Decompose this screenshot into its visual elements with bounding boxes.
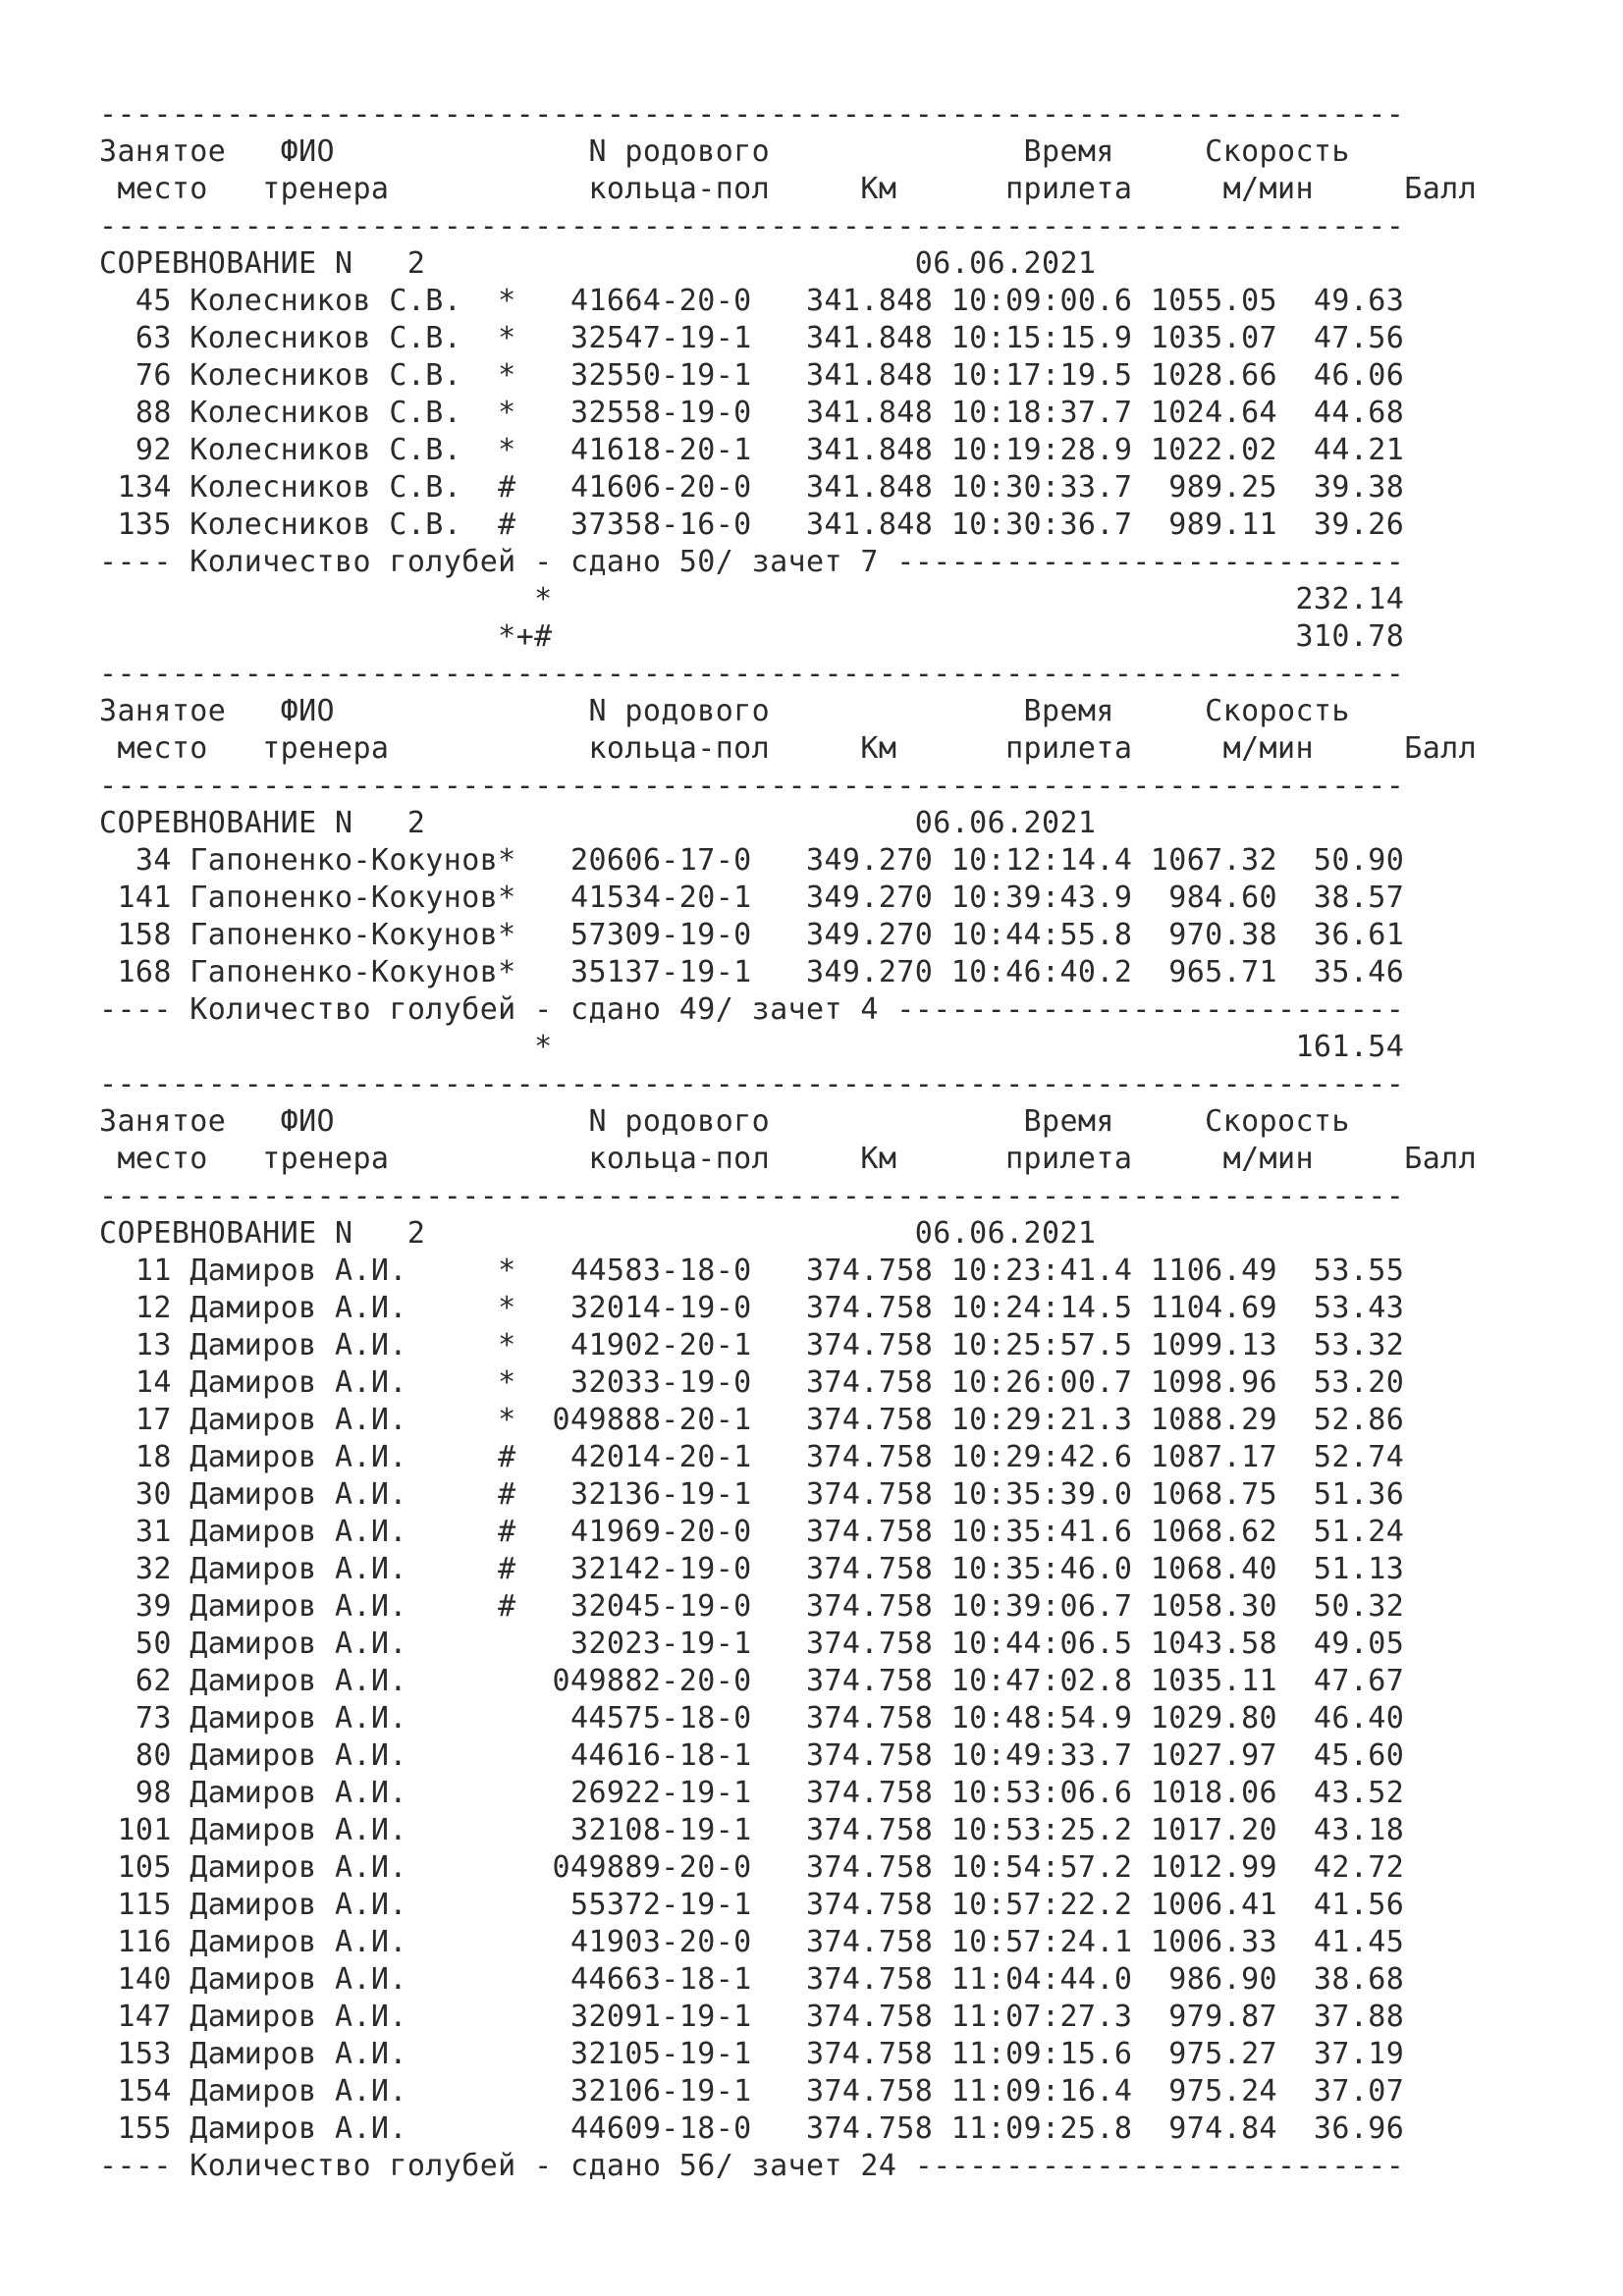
report-line: * 161.54 bbox=[99, 1030, 1405, 1064]
report-line: 63 Колесников С.В. * 32547-19-1 341.848 10:15:15.9 1035.07 47.56 bbox=[99, 321, 1405, 355]
report-line: 14 Дамиров А.И. * 32033-19-0 374.758 10:26:00.7 1098.96 53.20 bbox=[99, 1365, 1405, 1400]
report-line: ------------------------------------------------------------------------ bbox=[99, 209, 1405, 243]
report-line: 154 Дамиров А.И. 32106-19-1 374.758 11:09:16.4 975.24 37.07 bbox=[99, 2074, 1405, 2109]
report-line: 140 Дамиров А.И. 44663-18-1 374.758 11:04:44.0 986.90 38.68 bbox=[99, 1962, 1405, 1997]
report-line: 11 Дамиров А.И. * 44583-18-0 374.758 10:23:41.4 1106.49 53.55 bbox=[99, 1254, 1405, 1288]
report-line: ------------------------------------------------------------------------ bbox=[99, 1067, 1405, 1101]
report-line: 147 Дамиров А.И. 32091-19-1 374.758 11:07:27.3 979.87 37.88 bbox=[99, 2000, 1405, 2034]
report-line: 50 Дамиров А.И. 32023-19-1 374.758 10:44:06.5 1043.58 49.05 bbox=[99, 1627, 1405, 1661]
report-line: Занятое ФИО N родового Время Скорость bbox=[99, 1104, 1350, 1139]
report-line: 30 Дамиров А.И. # 32136-19-1 374.758 10:35:39.0 1068.75 51.36 bbox=[99, 1477, 1405, 1512]
results-report bbox=[99, 96, 1477, 2185]
report-line: 13 Дамиров А.И. * 41902-20-1 374.758 10:25:57.5 1099.13 53.32 bbox=[99, 1328, 1405, 1362]
report-line: СОРЕВНОВАНИЕ N 2 06.06.2021 bbox=[99, 1216, 1097, 1251]
report-line: ---- Количество голубей - сдано 50/ зачет 7 ---------------------------- bbox=[99, 545, 1405, 579]
report-line: ------------------------------------------------------------------------ bbox=[99, 1179, 1405, 1213]
report-line: 45 Колесников С.В. * 41664-20-0 341.848 10:09:00.6 1055.05 49.63 bbox=[99, 284, 1405, 318]
report-line: 76 Колесников С.В. * 32550-19-1 341.848 10:17:19.5 1028.66 46.06 bbox=[99, 358, 1405, 393]
report-line: 18 Дамиров А.И. # 42014-20-1 374.758 10:29:42.6 1087.17 52.74 bbox=[99, 1440, 1405, 1474]
report-line: 98 Дамиров А.И. 26922-19-1 374.758 10:53:06.6 1018.06 43.52 bbox=[99, 1776, 1405, 1810]
report-line: * 232.14 bbox=[99, 582, 1405, 616]
report-line: ------------------------------------------------------------------------ bbox=[99, 769, 1405, 803]
report-line: 34 Гапоненко-Кокунов* 20606-17-0 349.270 10:12:14.4 1067.32 50.90 bbox=[99, 843, 1405, 878]
report-line: 116 Дамиров А.И. 41903-20-0 374.758 10:57:24.1 1006.33 41.45 bbox=[99, 1925, 1405, 1959]
report-line: 17 Дамиров А.И. * 049888-20-1 374.758 10:29:21.3 1088.29 52.86 bbox=[99, 1403, 1405, 1437]
report-line: 158 Гапоненко-Кокунов* 57309-19-0 349.270 10:44:55.8 970.38 36.61 bbox=[99, 918, 1405, 952]
report-line: СОРЕВНОВАНИЕ N 2 06.06.2021 bbox=[99, 806, 1097, 840]
report-line: 155 Дамиров А.И. 44609-18-0 374.758 11:09:25.8 974.84 36.96 bbox=[99, 2111, 1405, 2146]
report-line: Занятое ФИО N родового Время Скорость bbox=[99, 134, 1350, 169]
report-line: 134 Колесников С.В. # 41606-20-0 341.848 10:30:33.7 989.25 39.38 bbox=[99, 470, 1405, 505]
report-line: *+# 310.78 bbox=[99, 619, 1405, 654]
report-line: 80 Дамиров А.И. 44616-18-1 374.758 10:49:33.7 1027.97 45.60 bbox=[99, 1738, 1405, 1773]
report-line: ---- Количество голубей - сдано 49/ зачет 4 ---------------------------- bbox=[99, 992, 1405, 1027]
report-line: ------------------------------------------------------------------------ bbox=[99, 97, 1405, 132]
report-line: место тренера кольца-пол Км прилета м/мин Балл bbox=[99, 172, 1478, 206]
report-line: 105 Дамиров А.И. 049889-20-0 374.758 10:54:57.2 1012.99 42.72 bbox=[99, 1850, 1405, 1885]
report-line: 153 Дамиров А.И. 32105-19-1 374.758 11:09:15.6 975.27 37.19 bbox=[99, 2037, 1405, 2071]
report-line: СОРЕВНОВАНИЕ N 2 06.06.2021 bbox=[99, 246, 1097, 281]
report-line: 168 Гапоненко-Кокунов* 35137-19-1 349.270 10:46:40.2 965.71 35.46 bbox=[99, 955, 1405, 989]
report-line: 31 Дамиров А.И. # 41969-20-0 374.758 10:35:41.6 1068.62 51.24 bbox=[99, 1515, 1405, 1549]
report-line: 32 Дамиров А.И. # 32142-19-0 374.758 10:35:46.0 1068.40 51.13 bbox=[99, 1552, 1405, 1586]
report-line: ---- Количество голубей - сдано 56/ зачет 24 --------------------------- bbox=[99, 2149, 1405, 2183]
report-line: 141 Гапоненко-Кокунов* 41534-20-1 349.270 10:39:43.9 984.60 38.57 bbox=[99, 881, 1405, 915]
report-line: 39 Дамиров А.И. # 32045-19-0 374.758 10:39:06.7 1058.30 50.32 bbox=[99, 1589, 1405, 1624]
report-line: 101 Дамиров А.И. 32108-19-1 374.758 10:53:25.2 1017.20 43.18 bbox=[99, 1813, 1405, 1847]
report-line: 12 Дамиров А.И. * 32014-19-0 374.758 10:24:14.5 1104.69 53.43 bbox=[99, 1291, 1405, 1325]
report-line: 135 Колесников С.В. # 37358-16-0 341.848 10:30:36.7 989.11 39.26 bbox=[99, 507, 1405, 542]
report-line: ------------------------------------------------------------------------ bbox=[99, 657, 1405, 691]
report-line: 73 Дамиров А.И. 44575-18-0 374.758 10:48:54.9 1029.80 46.40 bbox=[99, 1701, 1405, 1735]
report-line: 92 Колесников С.В. * 41618-20-1 341.848 10:19:28.9 1022.02 44.21 bbox=[99, 433, 1405, 467]
report-line: место тренера кольца-пол Км прилета м/мин Балл bbox=[99, 731, 1478, 766]
report-line: Занятое ФИО N родового Время Скорость bbox=[99, 694, 1350, 728]
report-line: место тренера кольца-пол Км прилета м/мин Балл bbox=[99, 1142, 1478, 1176]
report-line: 115 Дамиров А.И. 55372-19-1 374.758 10:57:22.2 1006.41 41.56 bbox=[99, 1888, 1405, 1922]
report-line: 62 Дамиров А.И. 049882-20-0 374.758 10:47:02.8 1035.11 47.67 bbox=[99, 1664, 1405, 1698]
report-line: 88 Колесников С.В. * 32558-19-0 341.848 10:18:37.7 1024.64 44.68 bbox=[99, 396, 1405, 430]
